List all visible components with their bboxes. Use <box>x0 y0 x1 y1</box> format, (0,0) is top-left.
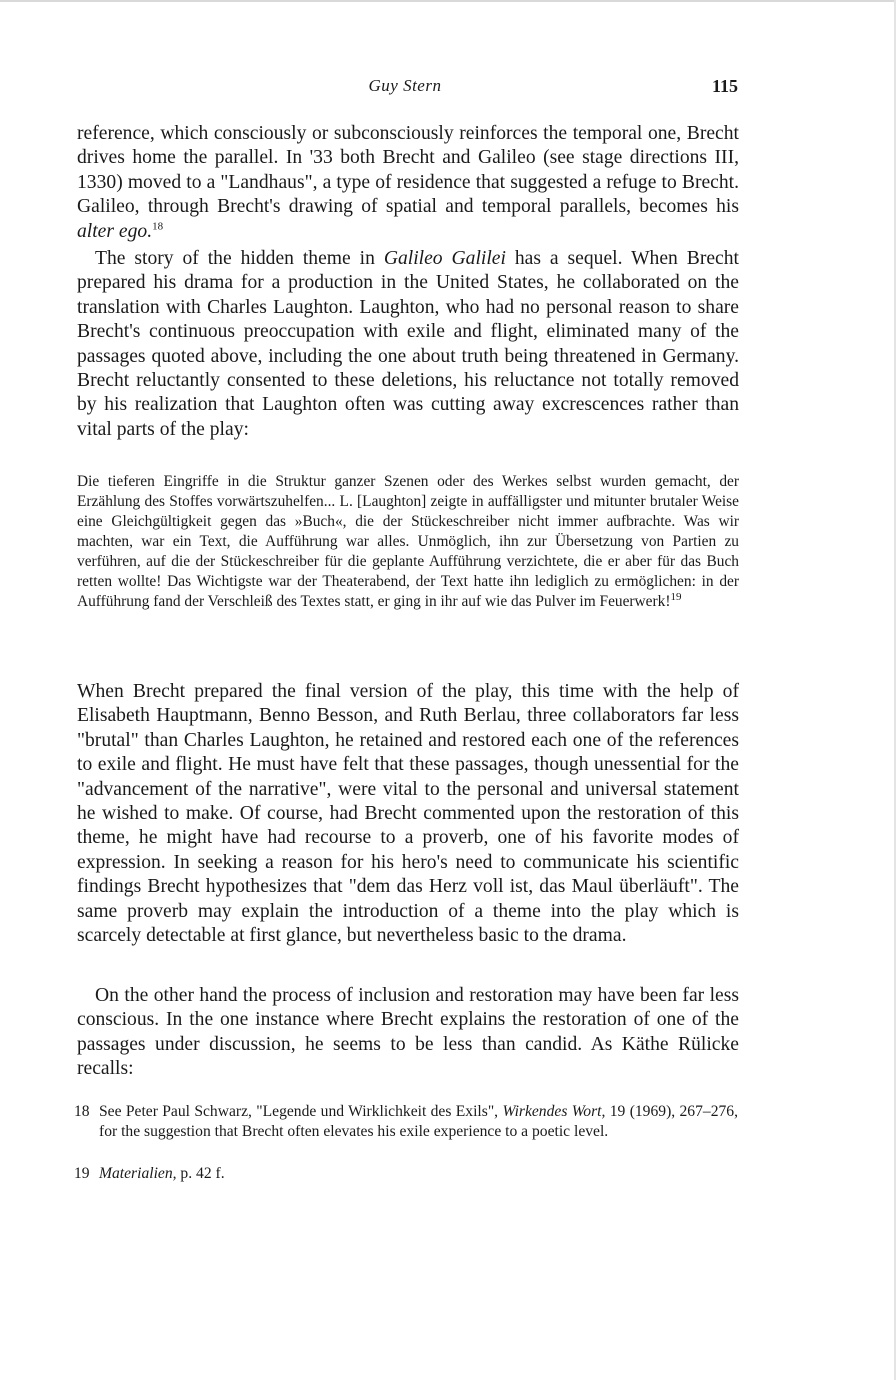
footnote-18-number: 18 <box>74 1103 90 1120</box>
footnote-18-italic: Wirkendes Wort, <box>502 1103 606 1120</box>
paragraph-1 <box>77 122 739 244</box>
footnote-19-number: 19 <box>74 1165 90 1182</box>
page-header <box>0 74 896 104</box>
paragraph-2 <box>77 247 739 442</box>
page-number: 115 <box>711 76 738 96</box>
running-head: Guy Stern <box>368 76 442 95</box>
footnote-18 <box>74 1102 738 1142</box>
block-quote-text: Die tieferen Eingriffe in die Struktur ganzer Szenen oder des Werkes selbst wurden gemacht, der Erzählung des Stoffes vorwärtszuhelfen... L. [Laughton] zeigte in auffälligster und mitunter brutaler Weise eine Gleichgültigkeit gegen das »Buch«, die der Stückeschreiber nicht immer aufbrachte. Was wir machten, war ein Text, die Aufführung war alles. Unmöglich, ihn zur Übersetzung von Partien zu verführen, auf die der Stückeschreiber für die geplante Aufführung verzichtete, die er aber für das Buch retten wollte! Das Wichtigste war der Theaterabend, der Text hatte ihn lediglich zu ermöglichen: in der Aufführung fand der Verschleiß des Textes statt, er ging in ihr auf wie das Pulver im Feuerwerk! <box>77 473 739 610</box>
scan-edge-top <box>0 0 896 2</box>
paragraph-2-text-b: has a sequel. When Brecht prepared his drama for a production in the United States, he collaborated on the translation with Charles Laughton. Laughton, who had no personal reason to share Brecht's continuous preoccupation with exile and flight, eliminated many of the passages quoted above, including the one about truth being threatened in Germany. Brecht reluctantly consented to these deletions, his reluctance not totally removed by his realization that Laughton often was cutting away excrescences rather than vital parts of the play: <box>77 248 739 440</box>
footnote-ref-19: 19 <box>670 590 682 603</box>
paragraph-3: When Brecht prepared the final version of the play, this time with the help of Elisabeth Hauptmann, Benno Besson, and Ruth Berlau, three collaborators far less "brutal" than Charles Laughton, he retained and restored each one of the references to exile and flight. He must have felt that these passages, though unessential for the "advancement of the narrative", were vital to the personal and universal statement he wished to make. Of course, had Brecht commented upon the restoration of this theme, he might have had recourse to a proverb, one of his favorite modes of expression. In seeking a reason for his hero's need to communicate his scientific findings Brecht hypothesizes that "dem das Herz voll ist, das Maul überläuft". The same proverb may explain the introduction of a theme into the play which is scarcely detectable at first glance, but nevertheless basic to the drama. <box>77 681 739 947</box>
paragraph-2-italic-title: Galileo Galilei <box>383 248 506 269</box>
footnote-19-italic: Materialien, <box>99 1165 177 1182</box>
paragraph-1-text: reference, which consciously or subconsciously reinforces the temporal one, Brecht drives home the parallel. In '33 both Brecht and Galileo (see stage directions III, 1330) moved to a "Landhaus", a type of residence that suggested a refuge to Brecht. Galileo, through Brecht's drawing of spatial and temporal parallels, becomes his <box>77 123 739 218</box>
footnote-19-text-b: p. 42 f. <box>176 1165 225 1182</box>
footnote-18-text-b: 19 (1969), 267–276, for the suggestion that Brecht often elevates his exile experience to a poetic level. <box>99 1103 738 1140</box>
footnote-19-text <box>99 1164 738 1184</box>
footnote-ref-18: 18 <box>152 220 164 233</box>
paragraph-1-italic: alter ego. <box>77 220 153 242</box>
paragraph-4: On the other hand the process of inclusion and restoration may have been far less conscious. In the one instance where Brecht explains the restoration of one of the passages under discussion, he seems to be less than candid. As Käthe Rülicke recalls: <box>77 985 739 1080</box>
footnote-19 <box>74 1164 738 1184</box>
paragraph-2-text-a: The story of the hidden theme in <box>95 248 384 269</box>
footnote-18-text-a: See Peter Paul Schwarz, "Legende und Wirklichkeit des Exils", <box>99 1103 503 1120</box>
footnote-18-text <box>99 1102 738 1142</box>
block-quote <box>77 472 739 612</box>
